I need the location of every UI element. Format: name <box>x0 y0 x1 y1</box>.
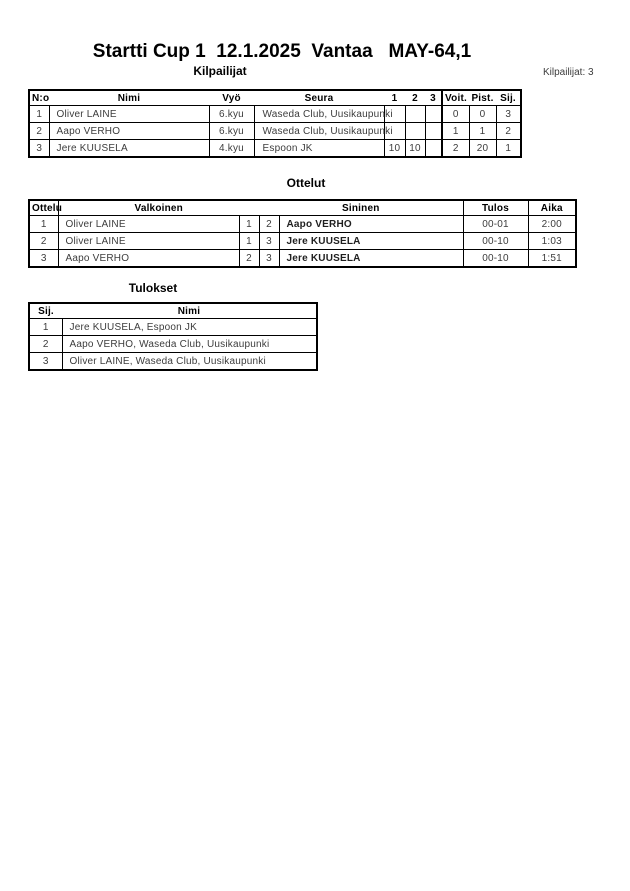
round2-score <box>405 106 425 123</box>
column-header-points: Pist. <box>469 90 496 106</box>
competitor-belt: 6.kyu <box>209 123 254 140</box>
table-row <box>29 216 576 233</box>
blue-player-number: 2 <box>259 216 279 233</box>
results-table <box>28 302 318 371</box>
section-label-competitors: Kilpailijat <box>193 64 247 78</box>
column-header-wins: Voit. <box>442 90 469 106</box>
column-header-match: Ottelu <box>29 200 58 216</box>
white-player-name: Aapo VERHO <box>58 250 239 268</box>
matches-table <box>28 199 577 268</box>
competitor-place: 1 <box>496 140 521 158</box>
table-row <box>29 140 521 158</box>
competitor-club: Espoon JK <box>254 140 384 158</box>
table-row <box>29 353 317 371</box>
white-player-name: Oliver LAINE <box>58 233 239 250</box>
competitor-belt: 4.kyu <box>209 140 254 158</box>
column-header-no: N:o <box>29 90 49 106</box>
blue-player-name: Jere KUUSELA <box>279 250 463 268</box>
match-result: 00-10 <box>463 233 528 250</box>
section-label-results: Tulokset <box>128 281 178 295</box>
competitor-wins: 2 <box>442 140 469 158</box>
competitor-number: 3 <box>29 140 49 158</box>
result-name: Aapo VERHO, Waseda Club, Uusikaupunki <box>62 336 317 353</box>
table-row <box>29 319 317 336</box>
white-player-number: 2 <box>239 250 259 268</box>
result-name: Oliver LAINE, Waseda Club, Uusikaupunki <box>62 353 317 371</box>
result-place: 3 <box>29 353 62 371</box>
round3-score <box>425 140 442 158</box>
match-number: 3 <box>29 250 58 268</box>
matches-header-row <box>29 200 576 216</box>
white-player-number: 1 <box>239 233 259 250</box>
table-row <box>29 123 521 140</box>
result-place: 2 <box>29 336 62 353</box>
white-player-name: Oliver LAINE <box>58 216 239 233</box>
blue-player-name: Aapo VERHO <box>279 216 463 233</box>
competitors-header-row <box>29 90 521 106</box>
match-number: 2 <box>29 233 58 250</box>
competitor-club: Waseda Club, Uusikaupunki <box>254 123 384 140</box>
match-result: 00-01 <box>463 216 528 233</box>
column-header-round2: 2 <box>405 90 425 106</box>
column-header-place: Sij. <box>496 90 521 106</box>
competitor-belt: 6.kyu <box>209 106 254 123</box>
column-header-club: Seura <box>254 90 384 106</box>
table-row <box>29 336 317 353</box>
white-player-number: 1 <box>239 216 259 233</box>
competitor-wins: 0 <box>442 106 469 123</box>
result-place: 1 <box>29 319 62 336</box>
blue-player-name: Jere KUUSELA <box>279 233 463 250</box>
column-header-result: Tulos <box>463 200 528 216</box>
results-header-row <box>29 303 317 319</box>
match-number: 1 <box>29 216 58 233</box>
column-header-round1: 1 <box>384 90 405 106</box>
match-result: 00-10 <box>463 250 528 268</box>
column-header-name: Nimi <box>49 90 209 106</box>
column-header-belt: Vyö <box>209 90 254 106</box>
round2-score <box>405 123 425 140</box>
competitor-name: Jere KUUSELA <box>49 140 209 158</box>
blue-player-number: 3 <box>259 233 279 250</box>
match-time: 1:51 <box>528 250 576 268</box>
match-time: 2:00 <box>528 216 576 233</box>
round3-score <box>425 123 442 140</box>
column-header-blue: Sininen <box>259 200 463 216</box>
competitor-wins: 1 <box>442 123 469 140</box>
column-header-white: Valkoinen <box>58 200 259 216</box>
competitor-place: 3 <box>496 106 521 123</box>
competitor-place: 2 <box>496 123 521 140</box>
column-header-name: Nimi <box>62 303 317 319</box>
column-header-round3: 3 <box>425 90 442 106</box>
table-row <box>29 106 521 123</box>
round3-score <box>425 106 442 123</box>
competitor-club: Waseda Club, Uusikaupunki <box>254 106 384 123</box>
competitor-points: 1 <box>469 123 496 140</box>
competitor-name: Aapo VERHO <box>49 123 209 140</box>
competitors-table <box>28 89 522 158</box>
competitor-name: Oliver LAINE <box>49 106 209 123</box>
column-header-time: Aika <box>528 200 576 216</box>
column-header-place: Sij. <box>29 303 62 319</box>
competitor-points: 20 <box>469 140 496 158</box>
competitor-number: 1 <box>29 106 49 123</box>
round1-score: 10 <box>384 140 405 158</box>
match-time: 1:03 <box>528 233 576 250</box>
result-name: Jere KUUSELA, Espoon JK <box>62 319 317 336</box>
table-row <box>29 233 576 250</box>
round2-score: 10 <box>405 140 425 158</box>
blue-player-number: 3 <box>259 250 279 268</box>
competitor-count: Kilpailijat: 3 <box>543 67 594 78</box>
competitor-number: 2 <box>29 123 49 140</box>
table-row <box>29 250 576 268</box>
section-label-matches: Ottelut <box>286 176 326 190</box>
competitor-points: 0 <box>469 106 496 123</box>
page-title: Startti Cup 1 12.1.2025 Vantaa MAY-64,1 <box>92 41 472 62</box>
